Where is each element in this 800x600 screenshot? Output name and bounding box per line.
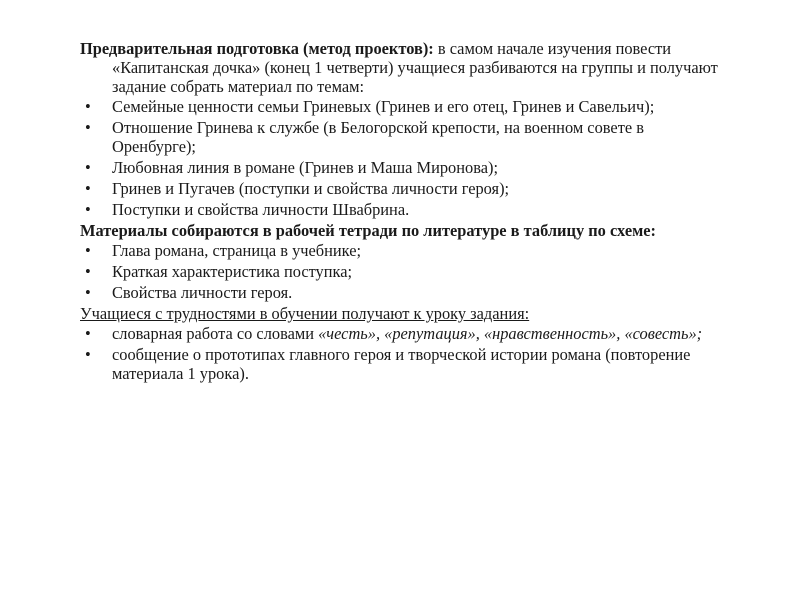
topic-text: Любовная линия в романе (Гринев и Маша Миронова); — [112, 158, 499, 177]
bullet-icon: • — [85, 97, 91, 116]
topic-text: Отношение Гринева к службе (в Белогорской крепости, на военном совете в Оренбурге); — [112, 118, 644, 156]
list-item — [80, 158, 720, 177]
bullet-icon: • — [85, 200, 91, 219]
bullet-icon: • — [85, 241, 91, 260]
list-item — [80, 179, 720, 198]
vocab-task-text: словарная работа со словами — [112, 324, 319, 343]
scheme-list — [80, 241, 720, 302]
list-item — [80, 200, 720, 219]
difficulty-heading — [80, 304, 720, 323]
bullet-icon: • — [85, 283, 91, 302]
bullet-icon: • — [85, 262, 91, 281]
tasks-list — [80, 324, 720, 383]
list-item — [80, 324, 720, 343]
topic-text: Семейные ценности семьи Гриневых (Гринев и его отец, Гринев и Савельич); — [112, 97, 655, 116]
scheme-text: Свойства личности героя. — [112, 283, 293, 302]
scheme-text: Глава романа, страница в учебнике; — [112, 241, 362, 260]
list-item — [80, 241, 720, 260]
topic-text: Гринев и Пугачев (поступки и свойства личности героя); — [112, 179, 510, 198]
scheme-text: Краткая характеристика поступка; — [112, 262, 353, 281]
intro-paragraph — [80, 39, 720, 96]
bullet-icon: • — [85, 118, 91, 137]
bullet-icon: • — [85, 345, 91, 364]
prototypes-task-text: сообщение о прототипах главного героя и творческой истории романа (повторение материала 1 урока). — [112, 345, 691, 383]
bullet-icon: • — [85, 158, 91, 177]
bullet-icon: • — [85, 179, 91, 198]
list-item — [80, 118, 720, 156]
list-item — [80, 345, 720, 383]
vocab-words: «честь», «репутация», «нравственность», «совесть»; — [318, 324, 703, 343]
topic-text: Поступки и свойства личности Швабрина. — [112, 200, 410, 219]
topics-list — [80, 97, 720, 219]
intro-text: в самом начале изучения повести «Капитанская дочка» (конец 1 четверти) учащиеся разбиваются на группы и получают задание собрать материал по темам: — [112, 39, 718, 96]
materials-heading-text: Материалы собираются в рабочей тетради по литературе в таблицу по схеме: — [80, 221, 656, 240]
list-item — [80, 97, 720, 116]
intro-bold-lead: Предварительная подготовка (метод проектов): — [80, 39, 434, 58]
bullet-icon: • — [85, 324, 91, 343]
slide-content — [80, 39, 720, 385]
materials-heading — [80, 221, 720, 240]
list-item — [80, 283, 720, 302]
difficulty-heading-text: Учащиеся с трудностями в обучении получают к уроку задания: — [80, 304, 530, 323]
list-item — [80, 262, 720, 281]
